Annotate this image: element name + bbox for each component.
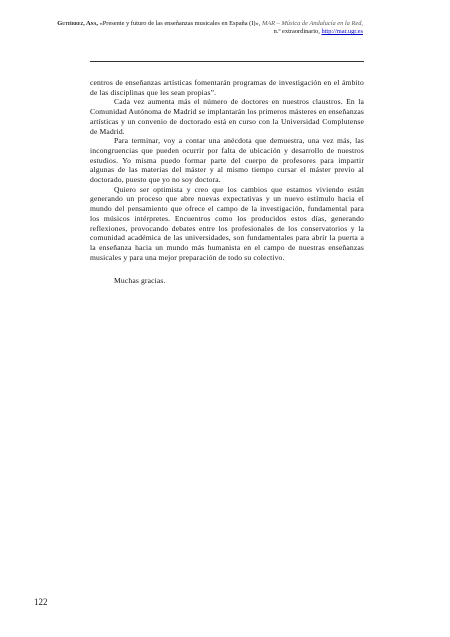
running-header — [57, 20, 363, 36]
header-url-link[interactable]: http://mar.ugr.es — [321, 28, 363, 36]
header-line-1 — [57, 20, 363, 28]
header-line-2 — [57, 28, 363, 36]
header-author: Gutiérrez, Ana, — [57, 20, 98, 27]
paragraph: Para terminar, voy a contar una anécdota que demuestra, una vez más, las incongruencias que pueden ocurrir por falta de ubicación y desarrollo de nuestros estudios. Yo misma puedo formar parte del cuerpo de profesores para impartir algunas de las materias del máster y al mismo tiempo cursar el máster previo al doctorado, puesto que yo no soy doctora. — [90, 136, 364, 185]
closing-line: Muchas gracias. — [114, 276, 166, 286]
header-article-title: «Presente y futuro de las enseñanzas musicales en España (I)», — [99, 20, 261, 27]
page-number: 122 — [34, 597, 48, 607]
header-journal-name: MAR – Música de Andalucía en la Red, — [261, 20, 363, 27]
article-body — [90, 78, 364, 286]
header-issue: n.º extraordinario, — [273, 28, 320, 36]
paragraph-continued: centros de enseñanzas artísticas fomentarán programas de investigación en el ámbito de las disciplinas que les sean propias”. — [90, 78, 364, 97]
paragraph: Quiero ser optimista y creo que los cambios que estamos viviendo están generando un proceso que abre nuevas expectativas y un nuevo estímulo hacia el mundo del pensamiento que ofrece el campo de la investigación, fundamental para los músicos intérpretes. Encuentros como los producidos estos días, generando reflexiones, provocando debates entre los profesionales de los conservatorios y la comunidad académica de las universidades, son fundamentales para abrir la puerta a la enseñanza hacia un mundo más humanista en el campo de nuestras enseñanzas musicales y para una mejor preparación de todo su colectivo. — [90, 184, 364, 262]
header-divider — [90, 61, 364, 62]
paragraph: Cada vez aumenta más el número de doctores en nuestros claustros. En la Comunidad Autónoma de Madrid se implantarán los primeros másteres en enseñanzas artísticas y un convenio de doctorado está en curso con la Universidad Complutense de Madrid. — [90, 97, 364, 136]
